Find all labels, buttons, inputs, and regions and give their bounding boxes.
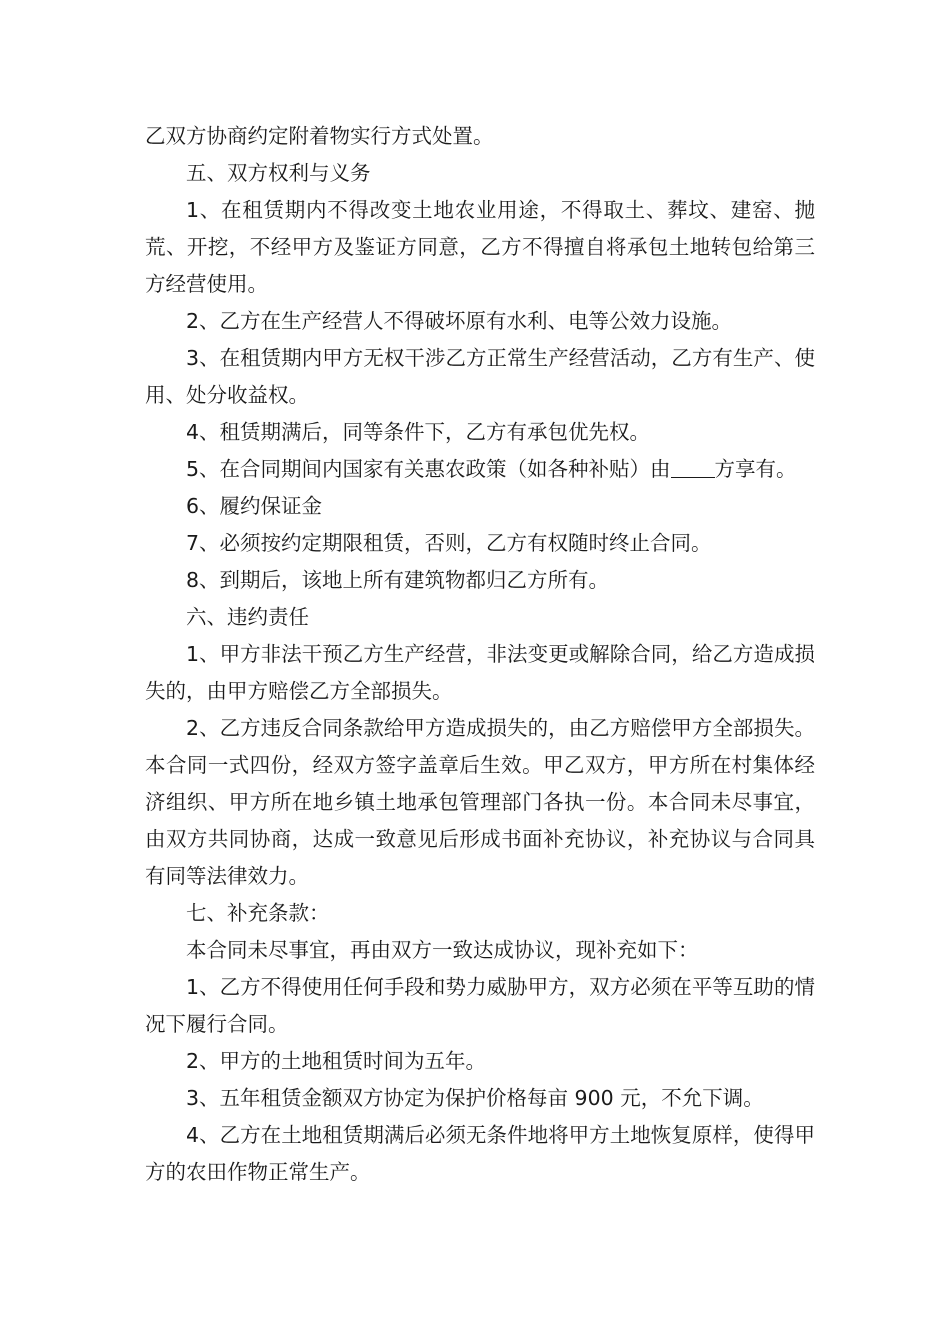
clause-5-5-text-a: 5、在合同期间内国家有关惠农政策（如各种补贴）由 — [186, 457, 671, 481]
clause-5-7: 7、必须按约定期限租赁，否则，乙方有权随时终止合同。 — [186, 531, 712, 555]
clause-5-4: 4、租赁期满后，同等条件下，乙方有承包优先权。 — [186, 420, 651, 444]
clause-5-6: 6、履约保证金 — [186, 494, 323, 518]
section-heading-rights: 五、双方权利与义务 — [186, 161, 371, 185]
clause-5-3: 3、在租赁期内甲方无权干涉乙方正常生产经营活动，乙方有生产、使用、处分收益权。 — [145, 346, 815, 407]
paragraph-continuation: 乙双方协商约定附着物实行方式处置。 — [145, 124, 494, 148]
clause-7-4: 4、乙方在土地租赁期满后必须无条件地将甲方土地恢复原样，使得甲方的农田作物正常生产。 — [145, 1123, 815, 1184]
clause-6-1: 1、甲方非法干预乙方生产经营，非法变更或解除合同，给乙方造成损失的，由甲方赔偿乙方全部损失。 — [145, 642, 815, 703]
fill-in-blank — [671, 457, 715, 479]
clause-7-2: 2、甲方的土地租赁时间为五年。 — [186, 1049, 487, 1073]
clause-5-2: 2、乙方在生产经营人不得破坏原有水利、电等公效力设施。 — [186, 309, 733, 333]
clause-5-8: 8、到期后，该地上所有建筑物都归乙方所有。 — [186, 568, 610, 592]
clause-6-2: 2、乙方违反合同条款给甲方造成损失的，由乙方赔偿甲方全部损失。本合同一式四份，经双方签字盖章后生效。甲乙双方，甲方所在村集体经济组织、甲方所在地乡镇土地承包管理部门各执一份。本合同未尽事宜，由双方共同协商，达成一致意见后形成书面补充协议，补充协议与合同具有同等法律效力。 — [145, 716, 815, 888]
clause-5-5 — [145, 451, 815, 488]
section-heading-liability: 六、违约责任 — [186, 605, 309, 629]
supplement-intro: 本合同未尽事宜，再由双方一致达成协议，现补充如下： — [186, 938, 699, 962]
clause-7-1: 1、乙方不得使用任何手段和势力威胁甲方，双方必须在平等互助的情况下履行合同。 — [145, 975, 815, 1036]
section-heading-supplement: 七、补充条款： — [186, 901, 330, 925]
clause-7-3: 3、五年租赁金额双方协定为保护价格每亩 900 元，不允下调。 — [186, 1086, 764, 1110]
document-body — [145, 118, 815, 1191]
clause-5-1: 1、在租赁期内不得改变土地农业用途，不得取土、葬坟、建窑、抛荒、开挖，不经甲方及鉴证方同意，乙方不得擅自将承包土地转包给第三方经营使用。 — [145, 198, 815, 296]
clause-5-5-text-b: 方享有。 — [714, 457, 797, 481]
